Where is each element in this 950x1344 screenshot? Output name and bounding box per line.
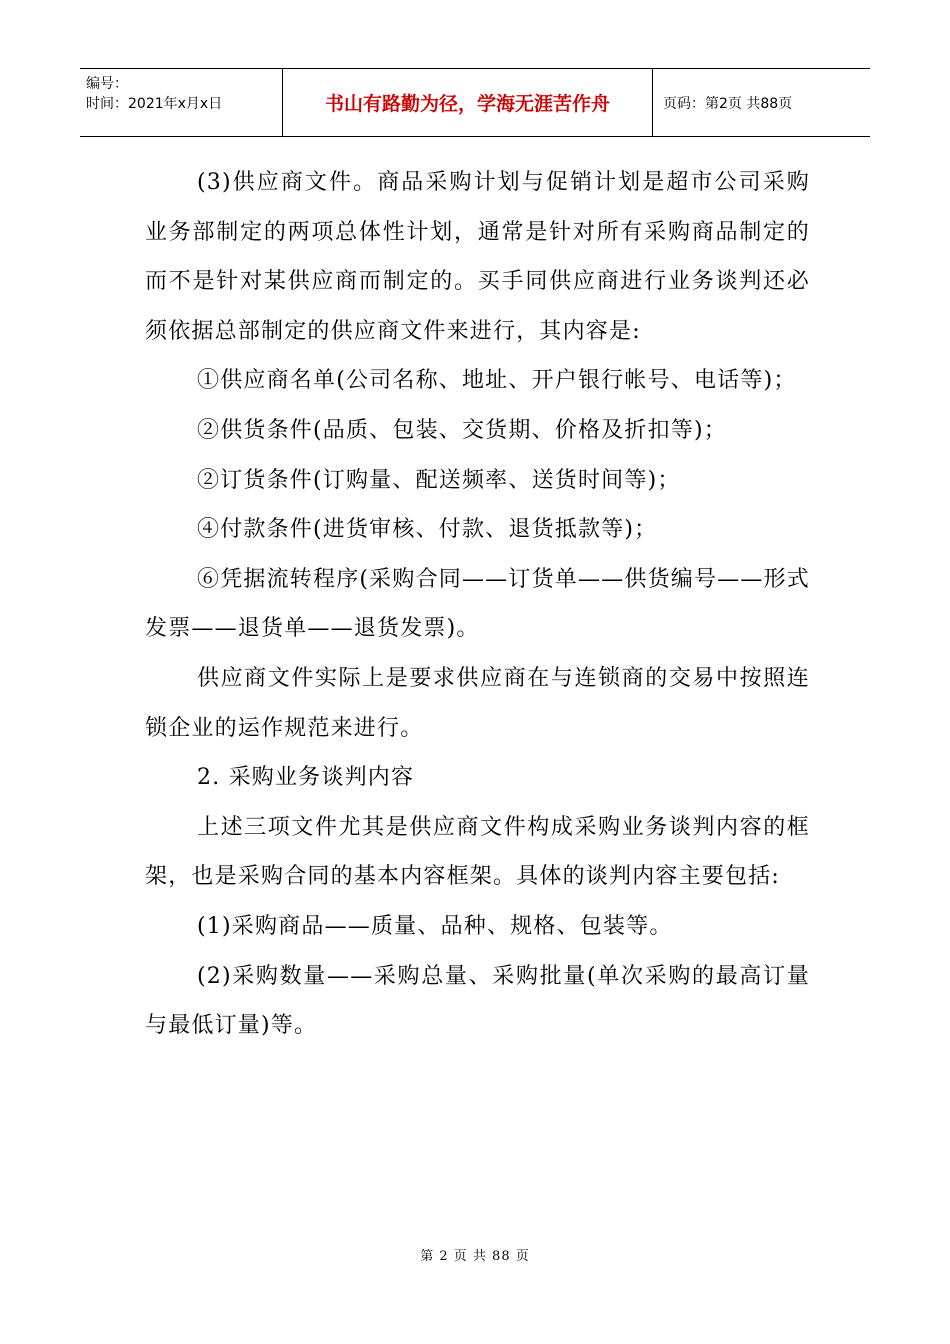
list-item: (2)采购数量——采购总量、采购批量(单次采购的最高订量与最低订量)等。 [145, 963, 810, 1039]
paragraph: (3)供应商文件。商品采购计划与促销计划是超市公司采购业务部制定的两项总体性计划，通常是针对所有采购商品制定的而不是针对某供应商而制定的。买手同供应商进行业务谈判还必须依据总部制定的供应商文件来进行，其内容是: [145, 170, 810, 344]
document-body [145, 158, 810, 1051]
paragraph: 上述三项文件尤其是供应商文件构成采购业务谈判内容的框架，也是采购合同的基本内容框架。具体的谈判内容主要包括: [145, 814, 810, 890]
document-time-label: 时间：2021年x月x日 [86, 96, 223, 112]
header-motto: 书山有路勤为径，学海无涯苦作舟 [283, 69, 653, 136]
page-footer: 第 2 页 共 88 页 [420, 1249, 530, 1264]
document-number-label: 编号： [86, 76, 128, 92]
header-meta-cell [80, 69, 283, 136]
list-item: ①供应商名单(公司名称、地址、开户银行帐号、电话等)； [197, 368, 797, 394]
section-heading: 2. 采购业务谈判内容 [197, 765, 415, 791]
list-item: ④付款条件(进货审核、付款、退货抵款等)； [197, 517, 658, 543]
list-item: ②订货条件(订购量、配送频率、送货时间等)； [197, 467, 681, 493]
header-page-info: 页码：第2页 共88页 [663, 95, 793, 112]
paragraph: 供应商文件实际上是要求供应商在与连锁商的交易中按照连锁企业的运作规范来进行。 [145, 665, 810, 741]
list-item: ⑥凭据流转程序(采购合同——订货单——供货编号——形式发票——退货单——退货发票)。 [145, 566, 810, 642]
list-item: ②供货条件(品质、包装、交货期、价格及折扣等)； [197, 417, 727, 443]
document-header [80, 68, 870, 137]
list-item: (1)采购商品——质量、品种、规格、包装等。 [197, 913, 673, 939]
